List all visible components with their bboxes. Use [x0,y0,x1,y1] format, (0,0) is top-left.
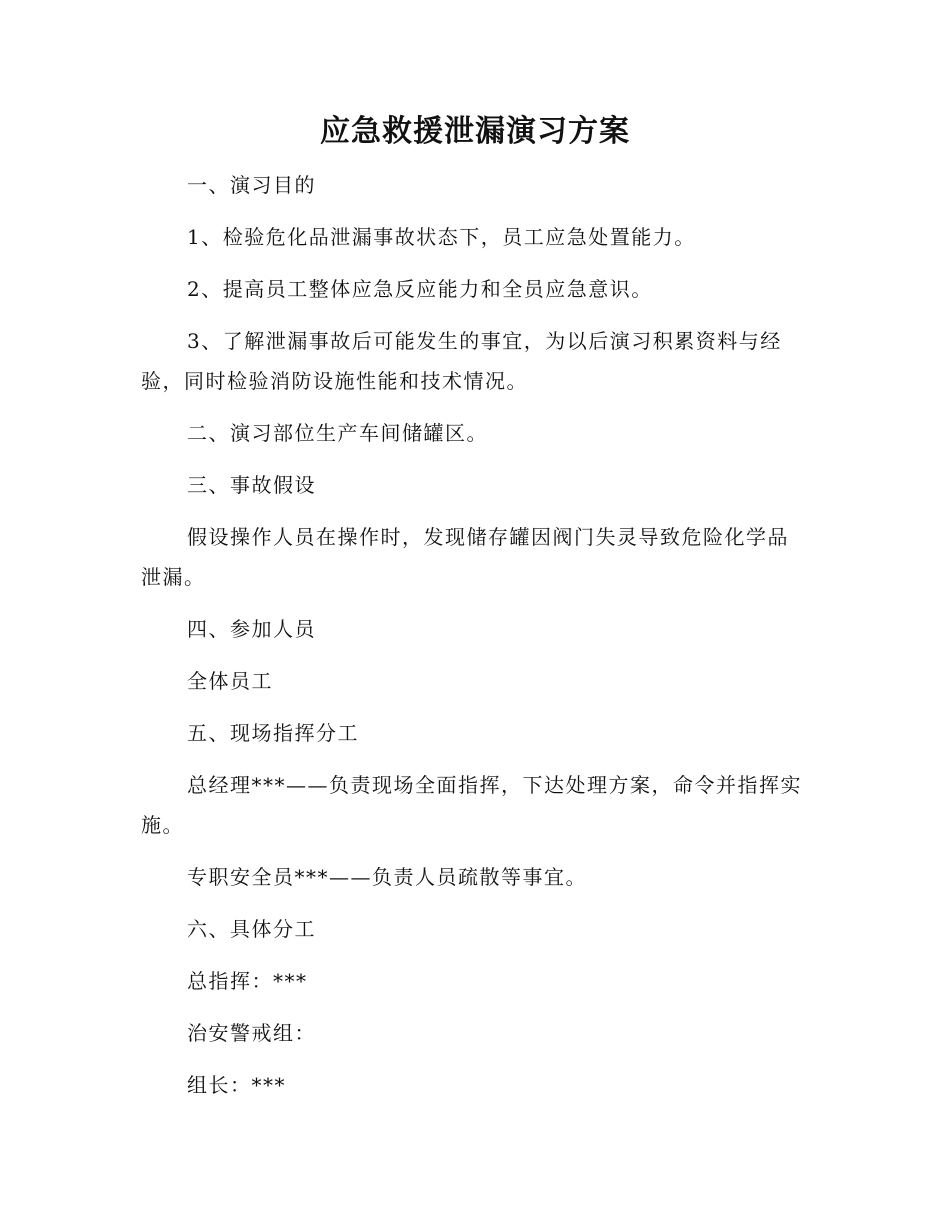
paragraph-purpose-2: 2、提高员工整体应急反应能力和全员应急意识。 [187,277,653,301]
section-heading-division: 六、具体分工 [187,917,316,941]
section-heading-purpose: 一、演习目的 [187,173,316,197]
document-body [141,165,809,1117]
paragraph-purpose-3: 3、了解泄漏事故后可能发生的事宜，为以后演习积累资料与经验，同时检验消防设施性能和技术情况。 [141,329,782,393]
section-heading-command: 五、现场指挥分工 [187,721,359,745]
paragraph-participants: 全体员工 [187,669,273,693]
paragraph-command-safety: 专职安全员***——负责人员疏散等事宜。 [187,865,587,889]
paragraph-group-leader: 组长：*** [187,1073,286,1097]
document-title: 应急救援泄漏演习方案 [320,114,630,149]
paragraph-command-manager: 总经理***——负责现场全面指挥，下达处理方案，命令并指挥实施。 [141,773,802,837]
paragraph-purpose-1: 1、检验危化品泄漏事故状态下，员工应急处置能力。 [187,225,696,249]
section-heading-location: 二、演习部位生产车间储罐区。 [187,421,488,445]
paragraph-commander: 总指挥：*** [187,969,308,993]
section-heading-participants: 四、参加人员 [187,617,316,641]
paragraph-scenario: 假设操作人员在操作时，发现储存罐因阀门失灵导致危险化学品泄漏。 [141,525,789,589]
paragraph-security-group: 治安警戒组： [187,1021,316,1045]
section-heading-scenario: 三、事故假设 [187,473,316,497]
